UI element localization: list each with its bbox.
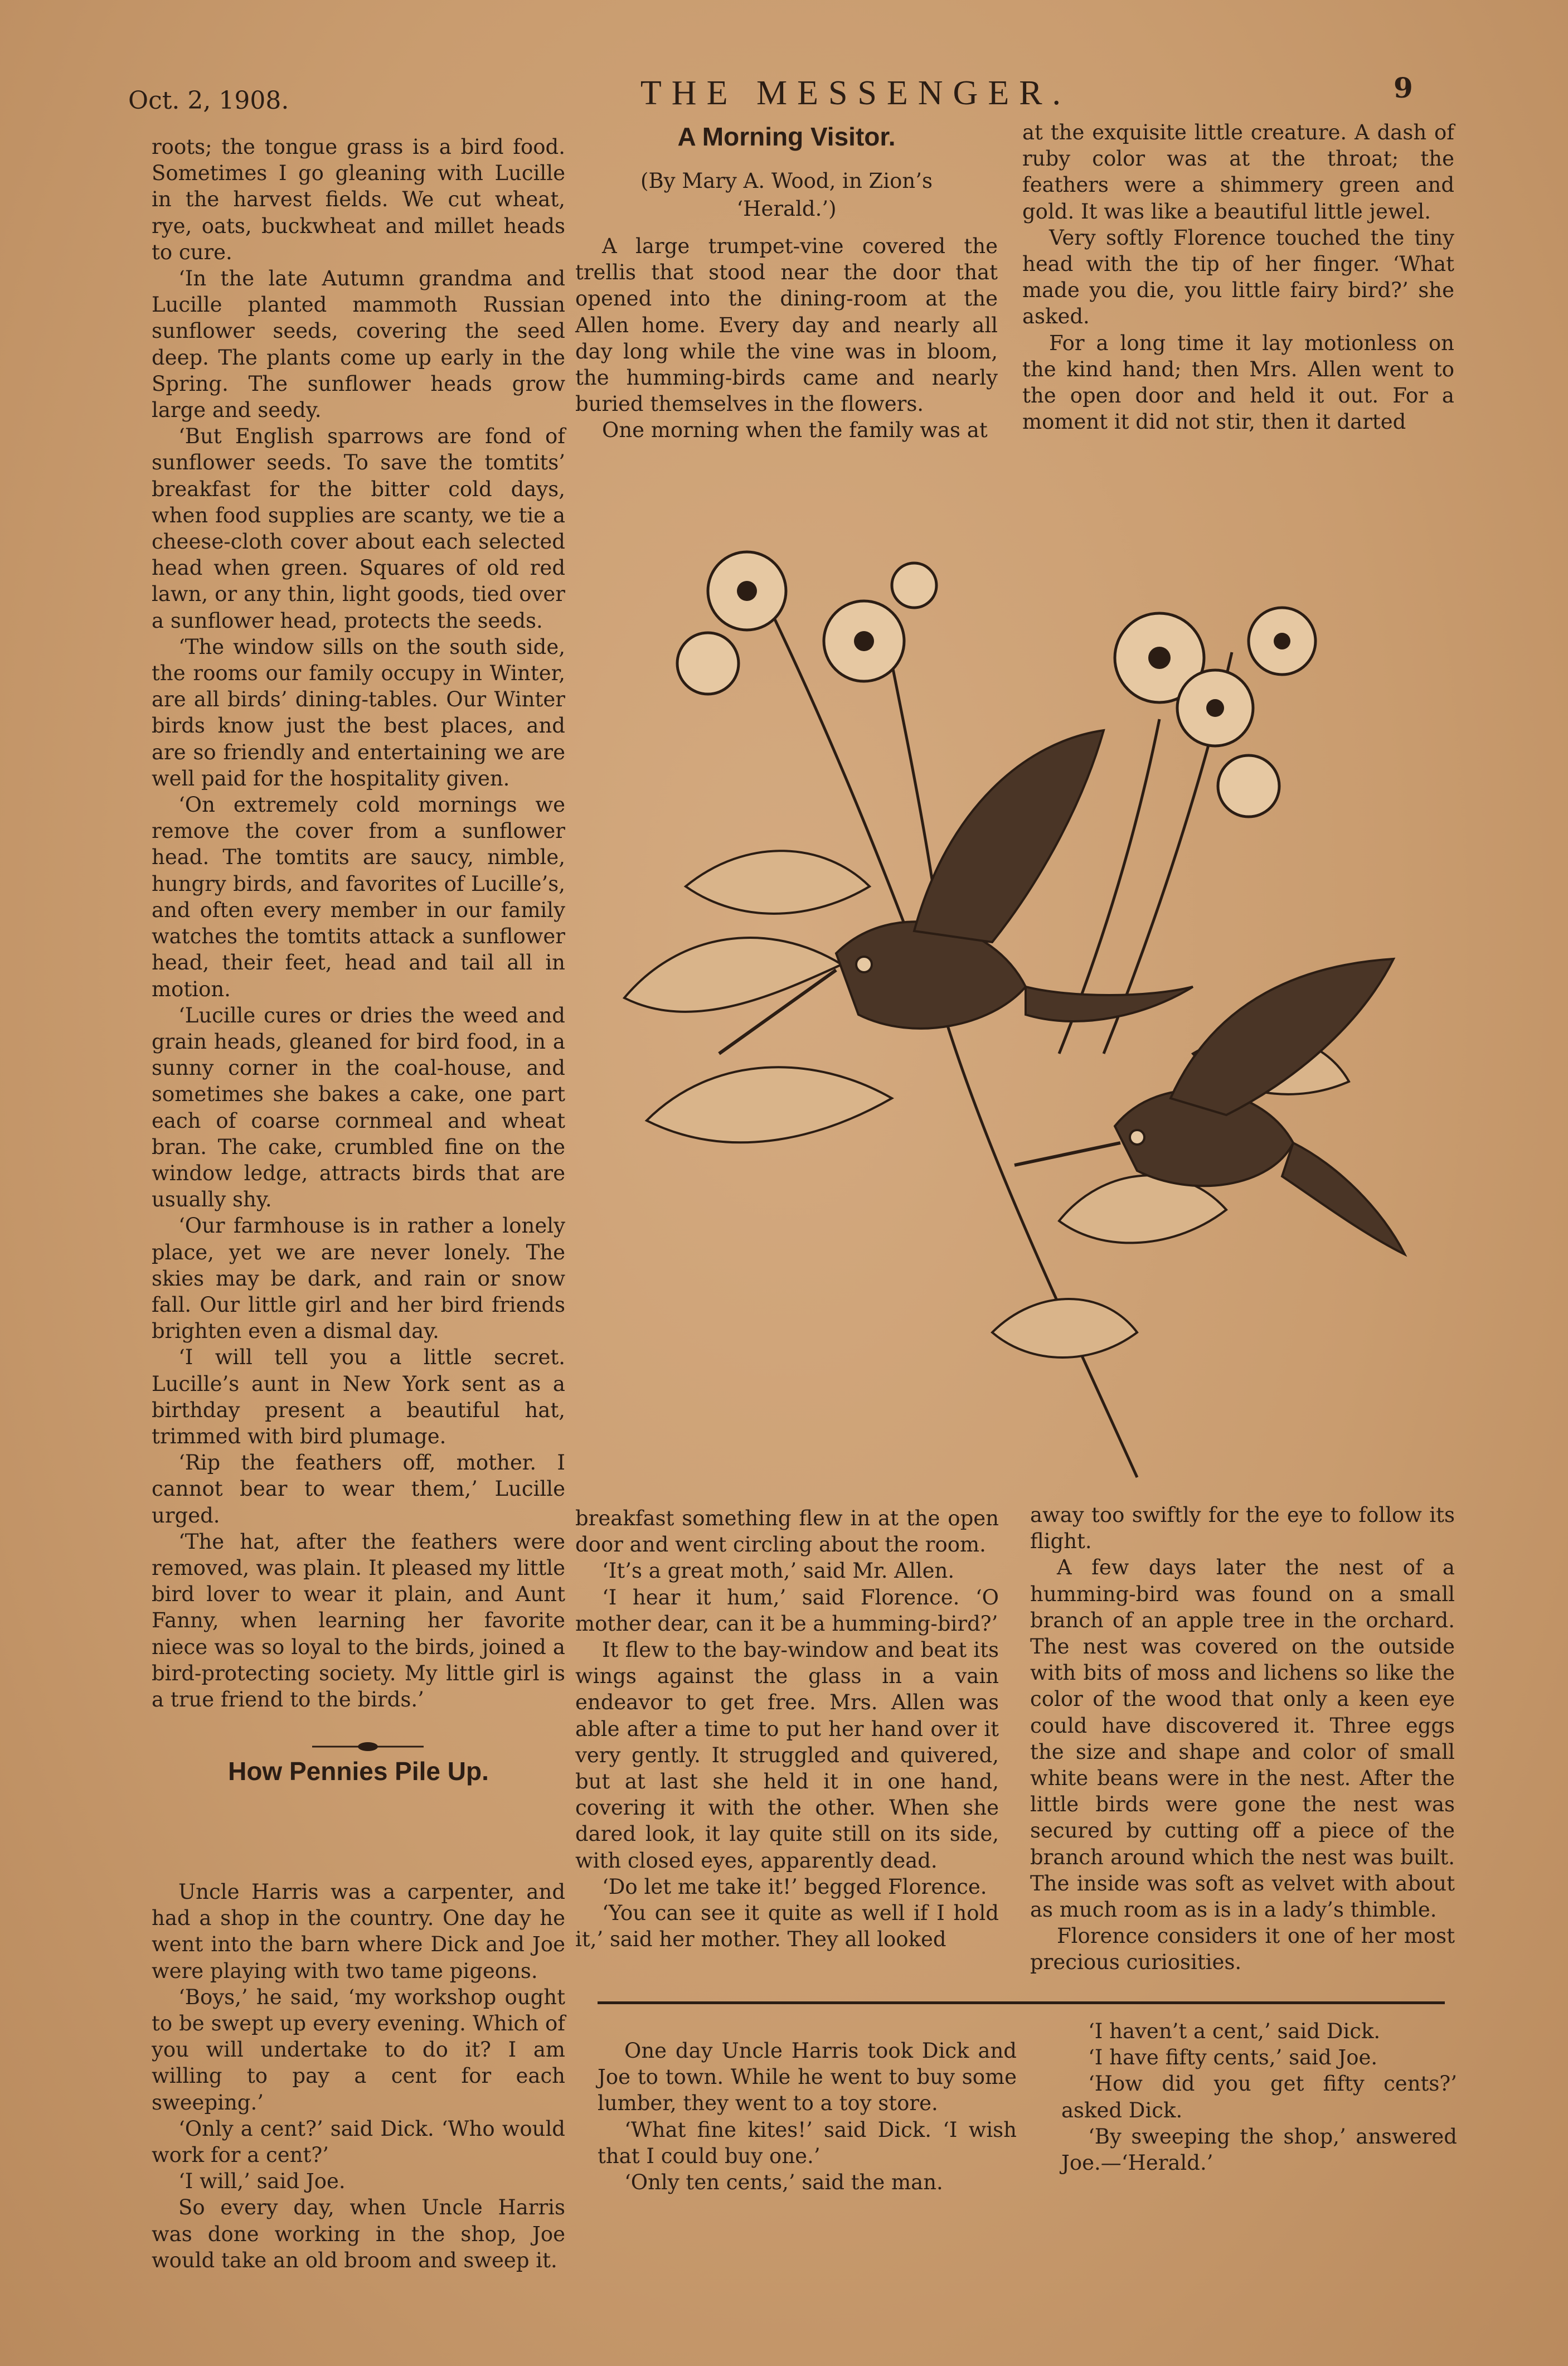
paragraph: So every day, when Uncle Harris was done working in the shop, Joe would take an old broom and sweep it. [152,2195,565,2272]
section-rule [598,2001,1445,2004]
paragraph: ‘Boys,’ he said, ‘my workshop ought to be swept up every evening. Which of you will undertake to do it? I am willing to pay a cent for each sweeping.’ [152,1985,565,2115]
paragraph: A large trumpet-vine covered the trellis that stood near the door that opened into the dining-room at the Allen home. Every day and nearly all day long while the vine was in bloom, the humming-birds came and nearly buried themselves in the flowers. [575,234,998,416]
paragraph: ‘The hat, after the feathers were removed, was plain. It pleased my little bird lover to wear it plain, and Aunt Fanny, when learning her favorite niece was so loyal to the birds, joined a bird-protecting society. My little girl is a true friend to the birds.’ [152,1529,565,1712]
hummingbird-illustration [602,496,1472,1494]
paragraph: ‘The window sills on the south side, the rooms our family occupy in Winter, are all birds’ dining-tables. Our Winter birds know just the best places, and are so friendly and entertaining we are well paid for the hospitality given. [152,634,565,791]
paragraph: ‘How did you get fifty cents?’ asked Dick. [1061,2072,1457,2122]
paragraph: Very softly Florence touched the tiny head with the tip of her finger. ‘What made you die, you little fairy bird?’ she asked. [1022,225,1454,329]
paragraph: ‘I hear it hum,’ said Florence. ‘O mother dear, can it be a humming-bird?’ [575,1585,999,1636]
paragraph: away too swiftly for the eye to follow its flight. [1030,1503,1455,1554]
paragraph: ‘You can see it quite as well if I hold it,’ said her mother. They all looked [575,1901,999,1952]
paragraph: ‘By sweeping the shop,’ answered Joe.—‘Herald.’ [1061,2124,1457,2175]
paragraph: ‘But English sparrows are fond of sunflower seeds. To save the tomtits’ breakfast for the bitter cold days, when food supplies are scanty, we tie a cheese-cloth cover about each selected head when green. Squares of old red lawn, or any thin, light goods, tied over a sunflower head, protects the seeds. [152,424,565,633]
byline-line: (By Mary A. Wood, in Zion’s [640,169,933,193]
paragraph: ‘It’s a great moth,’ said Mr. Allen. [602,1559,955,1583]
paragraph: ‘Only ten cents,’ said the man. [624,2170,943,2195]
paragraph: ‘I will,’ said Joe. [178,2169,346,2194]
paragraph: ‘On extremely cold mornings we remove the cover from a sunflower head. The tomtits are saucy, nimble, hungry birds, and favorites of Lucille’s, and often every member in our family watches the tomtits attack a sunflower head, their feet, head and tail all in motion. [152,793,565,1001]
column-1-article-continued [152,134,565,1713]
paragraph: ‘In the late Autumn grandma and Lucille planted mammoth Russian sunflower seeds, covering the seed deep. The plants come up early in the Spring. The sunflower heads grow large and seedy. [152,266,565,423]
section-divider [312,1738,424,1755]
paragraph: A few days later the nest of a humming-bird was found on a small branch of an apple tree in the orchard. The nest was covered on the outside with bits of moss and lichens so like the color of the wood that only a keen eye could have discovered it. Three eggs the size and shape and color of small white beans were in the nest. After the little birds were gone the nest was secured by cutting off a piece of the branch around which the nest was built. The inside was soft as velvet with about as much room as is in a lady’s thimble. [1030,1555,1455,1922]
paragraph: ‘Rip the feathers off, mother. I cannot bear to wear them,’ Lucille urged. [152,1451,565,1528]
paragraph: It flew to the bay-window and beat its wings against the glass in a vain endeavor to get free. Mrs. Allen was able after a time to put her hand over it very gently. It struggled and quivered, but at last she held it in one hand, covering it with the other. When she dared look, it lay quite still on its side, with closed eyes, apparently dead. [575,1638,999,1873]
paragraph: breakfast something flew in at the open door and went circling about the room. [575,1506,999,1557]
page-number: 9 [1394,71,1413,104]
paragraph: For a long time it lay motionless on the kind hand; then Mrs. Allen went to the open door and held it out. For a moment it did not stir, then it darted [1022,331,1454,434]
paragraph: ‘Lucille cures or dries the weed and grain heads, gleaned for bird food, in a sunny corner in the coal-house, and sometimes she bakes a cake, one part each of coarse cornmeal and wheat bran. The cake, crumbled fine on the window ledge, attracts birds that are usually shy. [152,1003,565,1212]
paragraph: ‘I will tell you a little secret. Lucille’s aunt in New York sent as a birthday present a beautiful hat, trimmed with bird plumage. [152,1345,565,1448]
paragraph: roots; the tongue grass is a bird food. Sometimes I go gleaning with Lucille in the harvest fields. We cut wheat, rye, oats, buckwheat and millet heads to cure. [152,135,565,264]
paragraph: at the exquisite little creature. A dash of ruby color was at the throat; the feathers were a shimmery green and gold. It was like a beautiful little jewel. [1022,120,1454,224]
paragraph: ‘What fine kites!’ said Dick. ‘I wish that I could buy one.’ [598,2117,1017,2168]
paragraph: One day Uncle Harris took Dick and Joe to town. While he went to buy some lumber, they went to a toy store. [598,2039,1017,2116]
visitor-heading: A Morning Visitor. [677,122,896,151]
paragraph: ‘I haven’t a cent,’ said Dick. [1088,2019,1381,2043]
visitor-byline [575,167,998,223]
issue-date: Oct. 2, 1908. [128,86,289,115]
paragraph: ‘Our farmhouse is in rather a lonely place, yet we are never lonely. The skies may be dark, and rain or snow fall. Our little girl and her bird friends brighten even a dismal day. [152,1214,565,1344]
paragraph: Uncle Harris was a carpenter, and had a shop in the country. One day he went into the barn where Dick and Joe were playing with two tame pigeons. [152,1880,565,1983]
visitor-column-2-top [575,233,998,444]
pennies-heading: How Pennies Pile Up. [228,1757,489,1786]
pennies-article [152,1879,565,2273]
pennies-continued-column-3 [1061,2018,1457,2176]
visitor-column-3-bottom [1030,1502,1455,1976]
paragraph: ‘Do let me take it!’ begged Florence. [602,1874,987,1899]
masthead-title: THE MESSENGER. [640,74,1071,112]
pennies-continued-column-2 [598,2038,1017,2195]
visitor-column-2-bottom [575,1505,999,1952]
byline-line: ‘Herald.’) [736,197,837,221]
paragraph: ‘I have fifty cents,’ said Joe. [1088,2045,1378,2070]
paragraph: One morning when the family was at [602,418,988,443]
paragraph: ‘Only a cent?’ said Dick. ‘Who would work for a cent?’ [152,2116,565,2168]
paragraph: Florence considers it one of her most precious curiosities. [1030,1924,1455,1975]
visitor-column-3-top [1022,119,1454,435]
